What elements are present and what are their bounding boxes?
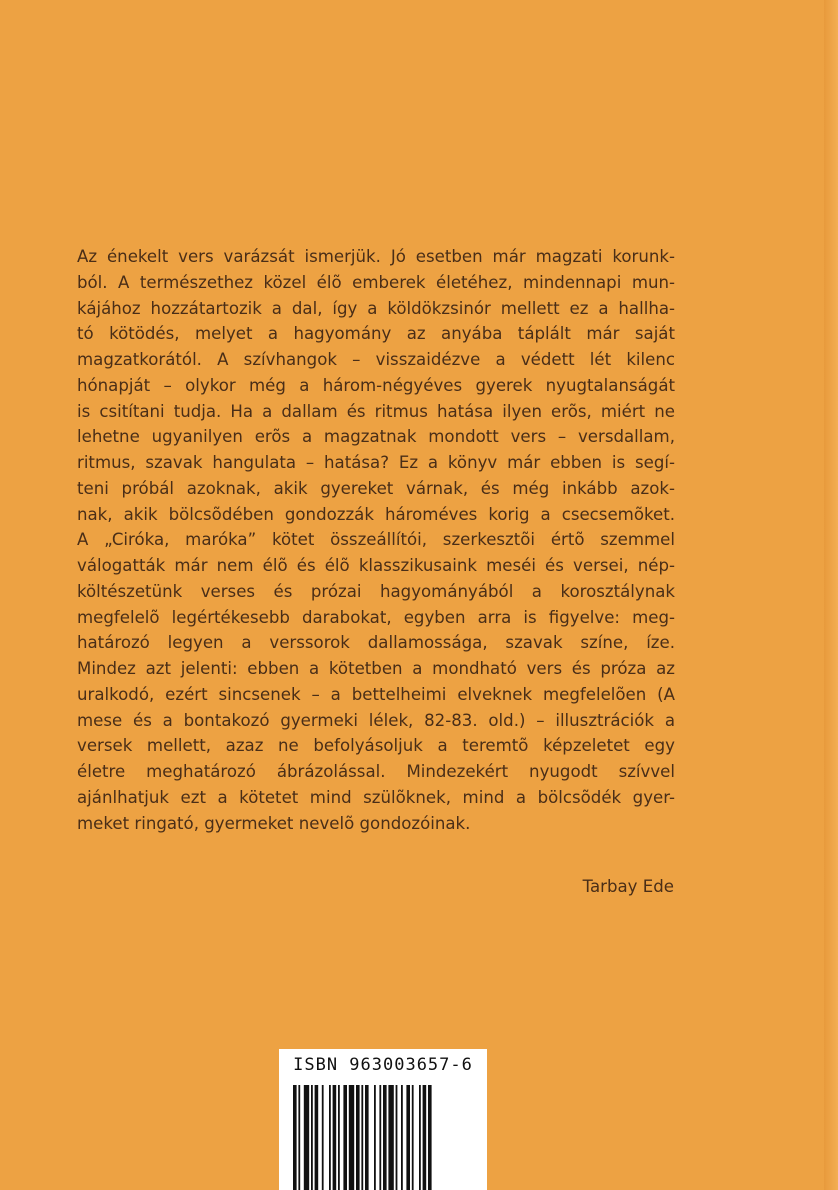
barcode-stripe — [329, 1085, 331, 1190]
barcode-stripe — [298, 1085, 300, 1190]
blurb-line: megfelelõ legértékesebb darabokat, egyben arra is figyelve: meg- — [77, 607, 675, 627]
barcode-stripe — [365, 1085, 369, 1190]
barcode-icon — [293, 1085, 473, 1190]
blurb-line: ajánlhatjuk ezt a kötetet mind szülõknek, mind a bölcsõdék gyer- — [77, 787, 675, 807]
blurb-line: magzatkorától. A szívhangok – visszaidézve a védett lét kilenc — [77, 350, 675, 369]
barcode-stripe — [338, 1085, 340, 1190]
barcode-stripe — [349, 1085, 354, 1190]
barcode-stripe — [322, 1085, 324, 1190]
barcode-stripe — [304, 1085, 309, 1190]
blurb-line: határozó legyen a verssorok dallamossága, szavak színe, íze. — [77, 633, 675, 653]
barcode-stripe — [401, 1085, 403, 1190]
barcode-stripe — [379, 1085, 381, 1190]
blurb-line: hónapját – olykor még a három-négyéves gyerek nyugtalanságát — [77, 375, 675, 395]
barcode-stripe — [356, 1085, 360, 1190]
barcode-stripe — [423, 1085, 427, 1190]
blurb-line: tó kötödés, melyet a hagyomány az anyába táplált már saját — [77, 324, 675, 344]
blurb-line: versek mellett, azaz ne befolyásoljuk a teremtõ képzeletet egy — [77, 736, 675, 756]
blurb-line: lehetne ugyanilyen erõs a magzatnak mondott vers – versdallam, — [77, 427, 675, 447]
barcode-stripe — [396, 1085, 398, 1190]
blurb-line: válogatták már nem élõ és élõ klasszikusaink meséi és versei, nép- — [77, 556, 675, 575]
blurb-line: is csitítani tudja. Ha a dallam és ritmus hatása ilyen erõs, miért ne — [77, 401, 675, 421]
barcode-stripe — [383, 1085, 387, 1190]
barcode-stripe — [315, 1085, 319, 1190]
blurb-line: életre meghatározó ábrázolással. Mindezekért nyugodt szívvel — [77, 762, 675, 781]
barcode-stripe — [361, 1085, 363, 1190]
blurb-line: nak, akik bölcsõdében gondozzák hároméves korig a csecsemõket. — [77, 504, 675, 524]
blurb-line: A „Ciróka, maróka” kötet összeállítói, szerkesztõi értõ szemmel — [77, 530, 675, 550]
isbn-number: ISBN 963003657-6 — [293, 1055, 473, 1075]
blurb-line: kájához hozzátartozik a dal, így a köldökzsinór mellett ez a hallha- — [77, 298, 675, 318]
blurb-text — [77, 244, 675, 836]
blurb-line: ritmus, szavak hangulata – hatása? Ez a könyv már ebben is segí- — [77, 453, 675, 472]
barcode-label — [279, 1049, 487, 1190]
blurb-line: Mindez azt jelenti: ebben a kötetben a mondható vers és próza az — [77, 659, 675, 678]
barcode-stripe — [406, 1085, 410, 1190]
barcode-stripe — [374, 1085, 376, 1190]
barcode-stripe — [412, 1085, 414, 1190]
barcode-stripe — [428, 1085, 432, 1190]
blurb-line: uralkodó, ezért sincsenek – a bettelheimi elveknek megfelelõen (A — [77, 684, 675, 704]
author-signature: Tarbay Ede — [582, 877, 674, 896]
blurb-line: mese és a bontakozó gyermeki lélek, 82-83. old.) – illusztrációk a — [77, 710, 675, 730]
blurb-line: Az énekelt vers varázsát ismerjük. Jó esetben már magzati korunk- — [77, 247, 675, 266]
barcode-stripe — [388, 1085, 393, 1190]
barcode-stripe — [343, 1085, 347, 1190]
blurb-line: ból. A természethez közel élõ emberek életéhez, mindennapi mun- — [77, 272, 675, 292]
barcode-stripe — [333, 1085, 337, 1190]
barcode-stripe — [419, 1085, 421, 1190]
barcode-stripe — [311, 1085, 313, 1190]
page-edge — [824, 0, 838, 1190]
blurb-line: teni próbál azoknak, akik gyereket várnak, és még inkább azok- — [77, 478, 675, 498]
barcode-stripe — [293, 1085, 297, 1190]
blurb-line: meket ringató, gyermeket nevelõ gondozóinak. — [77, 813, 471, 833]
blurb-line: költészetünk verses és prózai hagyományából a korosztálynak — [77, 581, 675, 601]
